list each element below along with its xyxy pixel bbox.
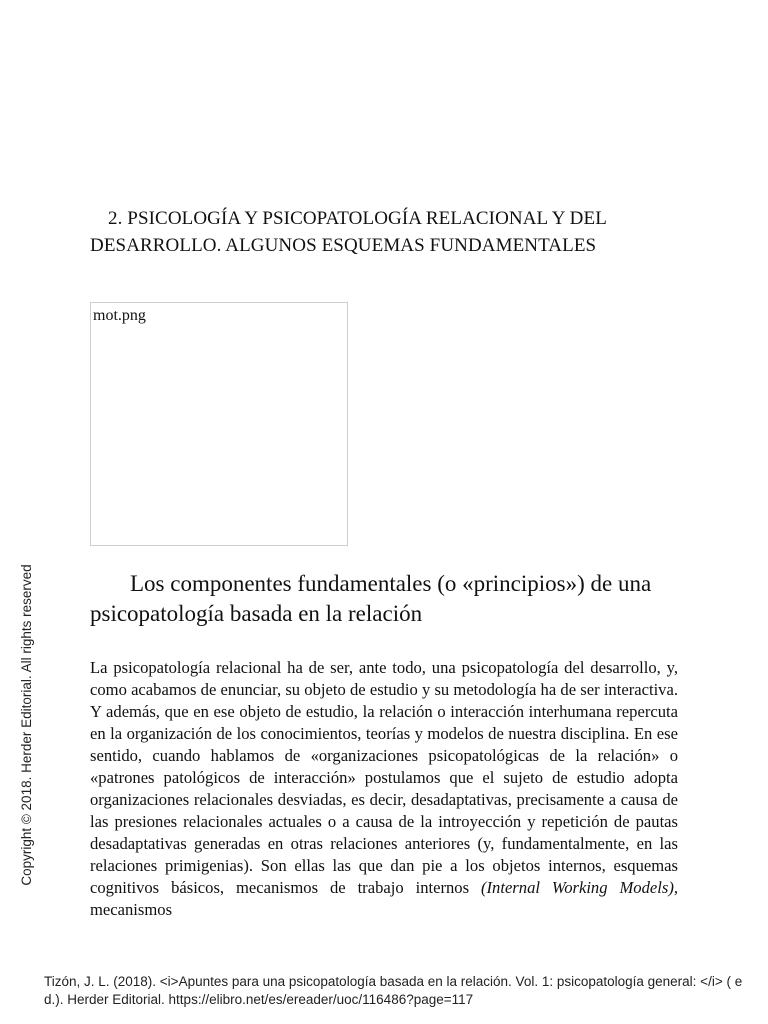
body-text-tail: mecanismos [90,900,173,919]
chapter-title-text: 2. PSICOLOGÍA Y PSICOPATOLOGÍA RELACIONAL Y DEL DESARROLLO. ALGUNOS ESQUEMAS FUNDAMENTALES [90,208,607,256]
section-heading-text: Los componentes fundamentales (o «principios») de una psicopatología basada en la relación [90,571,652,626]
copyright-notice: Copyright © 2018. Herder Editorial. All rights reserved [19,564,34,886]
image-placeholder [90,302,348,546]
body-text-italic: (Internal Working Models), [480,878,678,897]
chapter-title [90,206,690,259]
image-placeholder-label: mot.png [93,307,146,324]
body-text-main: La psicopatología relacional ha de ser, ante todo, una psicopatología del desarrollo, y, como acabamos de enunciar, su objeto de estudio y su metodología ha de ser interactiva. Y además, que en ese objeto de estudio, la relación o interacción interhumana repercuta en la organización de los conocimientos, teorías y modelos de nuestra disciplina. En ese sentido, cuando hablamos de «organizaciones psicopatológicas de la relación» o «patrones patológicos de interacción» postulamos que el sujeto de estudio adopta organizaciones relacionales desviadas, es decir, desadaptativas, precisamente a causa de las presiones relacionales actuales o a causa de la introyección y repetición de pautas desadaptativas generadas en otras relaciones anteriores (y, fundamentalmente, en las relaciones primigenias). Son ellas las que dan pie a los objetos internos, esquemas cognitivos básicos, mecanismos de trabajo internos [90,658,678,897]
body-paragraph [90,657,678,921]
citation-footer: Tizón, J. L. (2018). <i>Apuntes para una psicopatología basada en la relación. Vol. 1: psicopatología general: </i> ( ed.). Herder Editorial. https://elibro.net/es/ereader/uoc/116486?page=117 [44,974,743,1007]
section-heading [90,569,690,629]
